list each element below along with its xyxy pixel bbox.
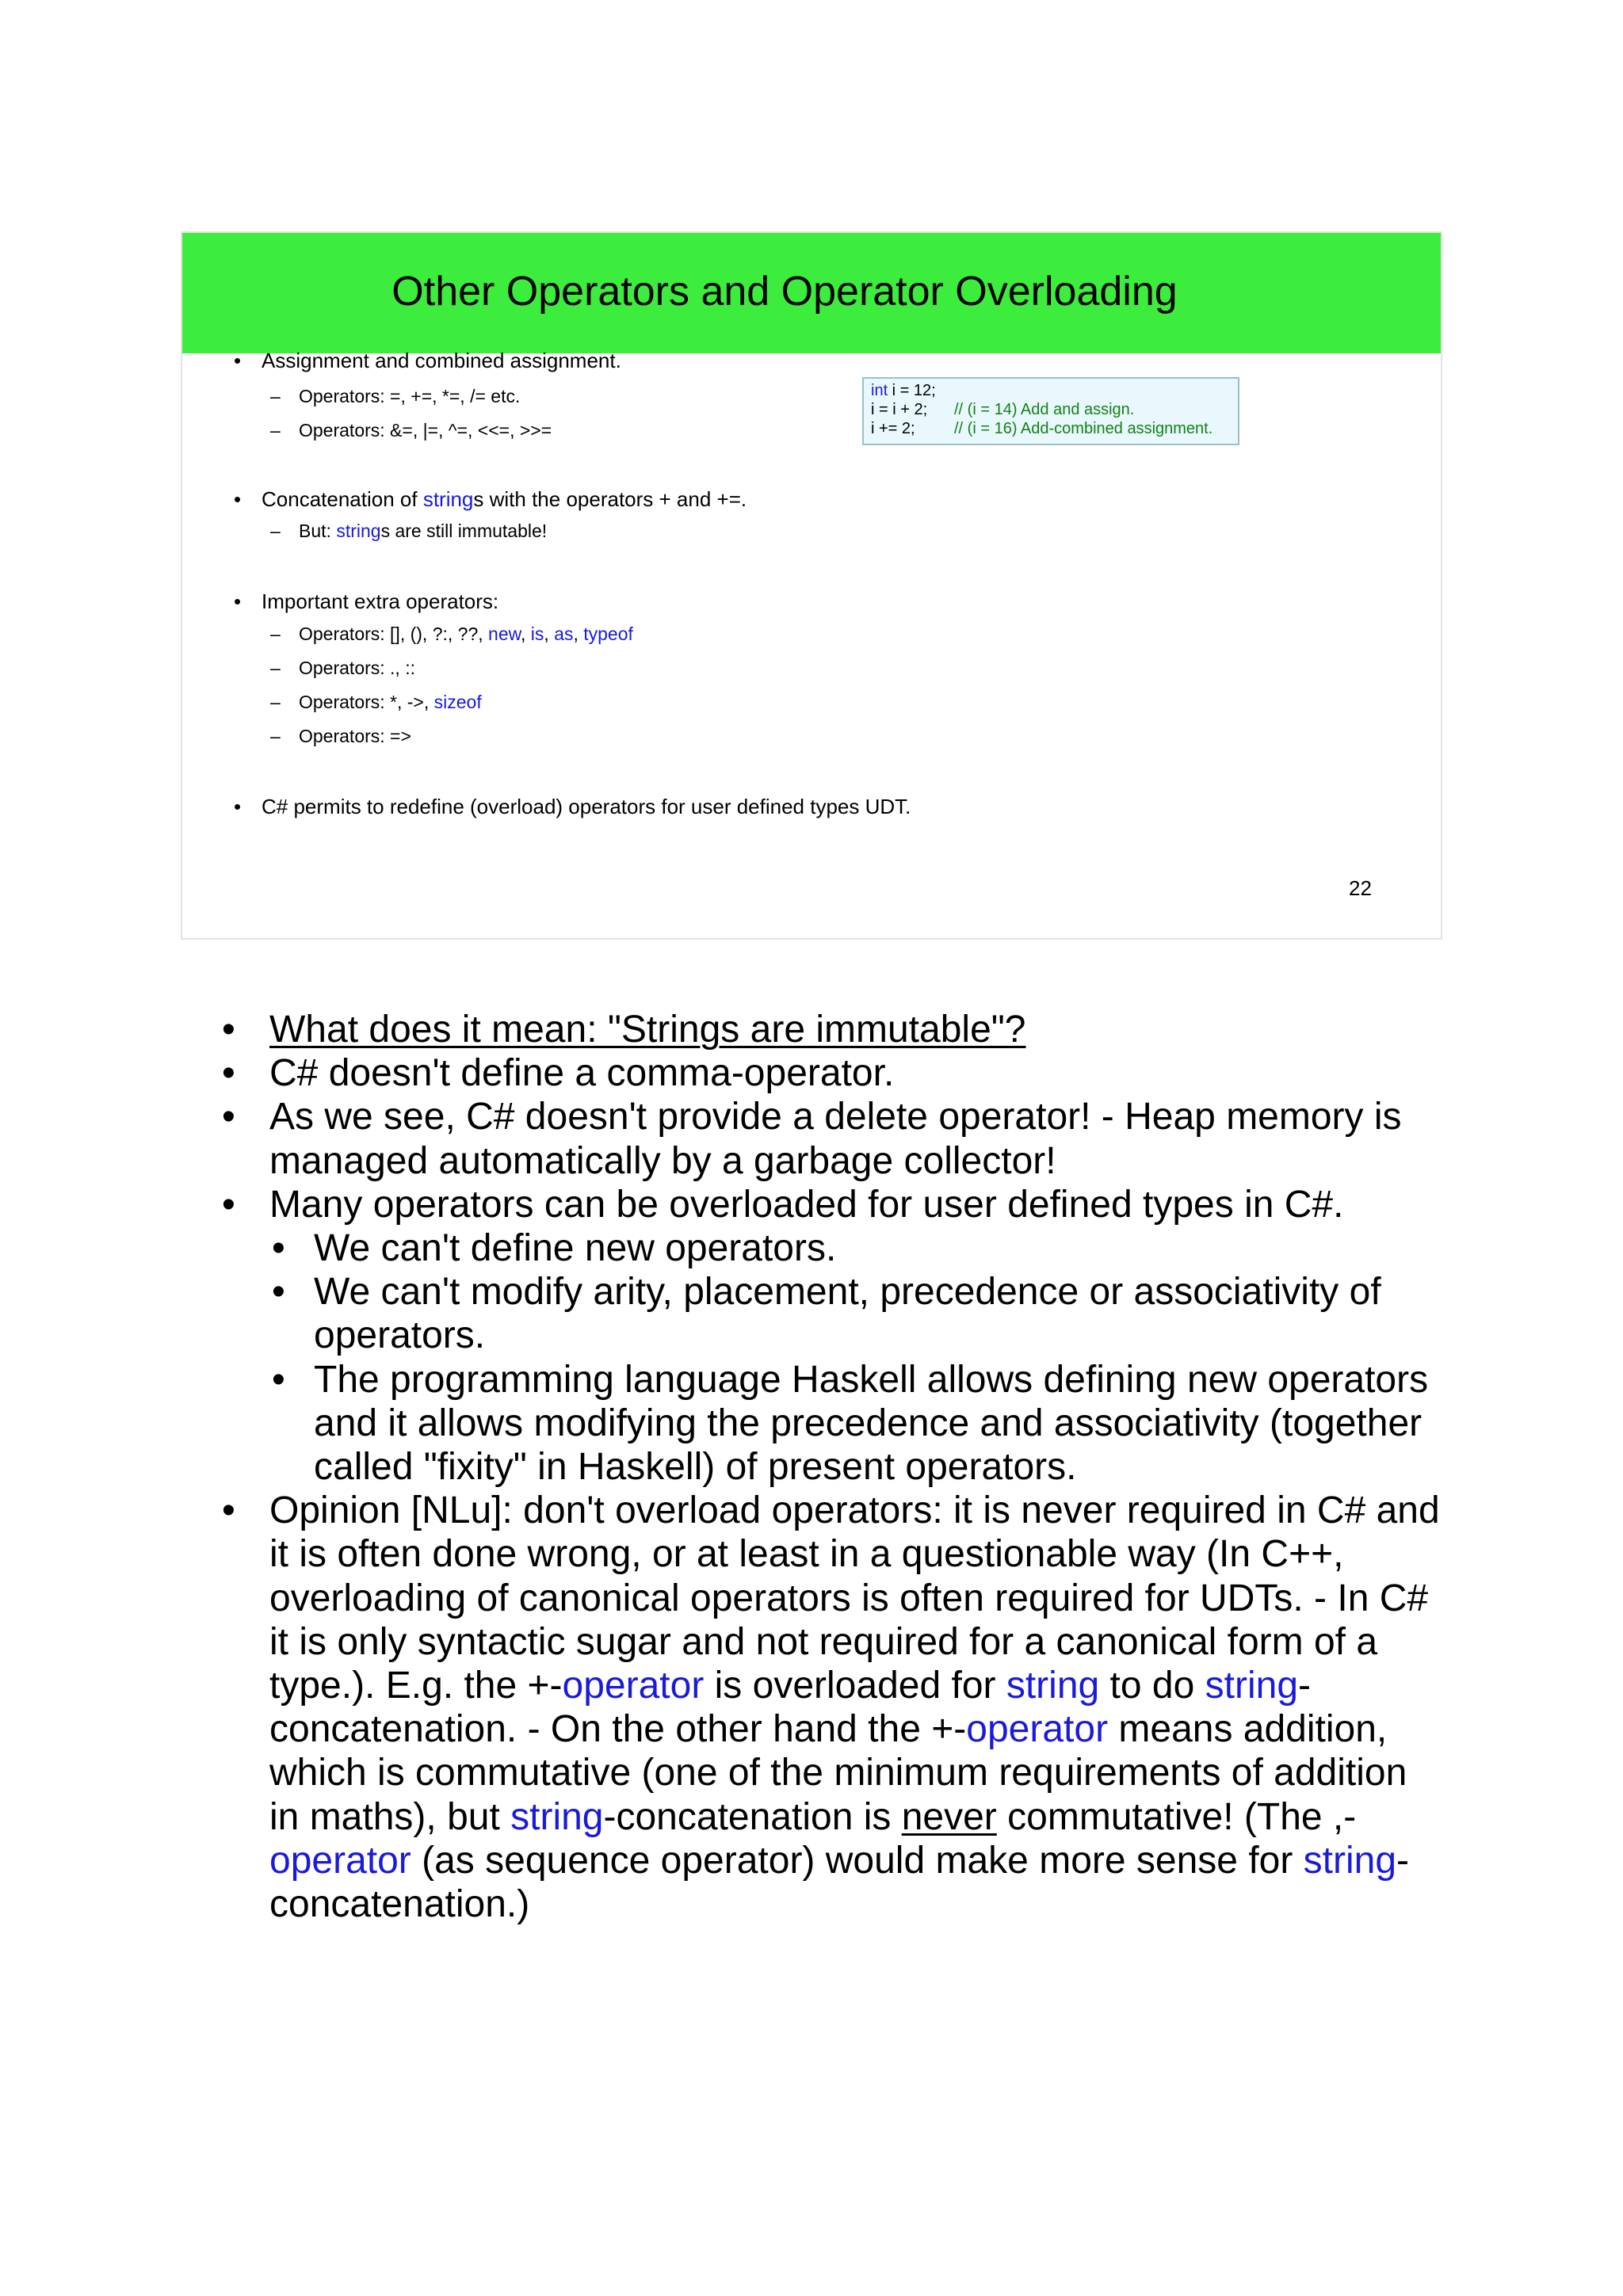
note-question: • What does it mean: "Strings are immutable"? [222, 1009, 1026, 1051]
bullet-dot: • [272, 1227, 285, 1270]
slide-page-number: 22 [1349, 876, 1372, 900]
keyword-string: string [336, 521, 381, 541]
dash: – [270, 624, 281, 644]
emphasis-never: never [901, 1795, 997, 1838]
dash: – [270, 521, 281, 541]
bullet-concatenation: • Concatenation of strings with the operators + and +=. [234, 487, 747, 511]
code-comment: // (i = 14) Add and assign. [954, 401, 1135, 418]
bullet-dot: • [222, 1052, 235, 1095]
sub-bullet-immutable: – But: strings are still immutable! [270, 521, 548, 541]
dash: – [270, 386, 281, 406]
dash: – [270, 692, 281, 712]
bullet-dot: • [234, 589, 242, 613]
bullet-overload: • C# permits to redefine (overload) operators for user defined types UDT. [234, 795, 911, 818]
slide [181, 231, 1442, 940]
note-opinion: • Opinion [NLu]: don't overload operators: it is never required in C# and it is often done wrong, or at least in a questionable way (In C++, overloading of canonical operators is often required for UDTs. - In C# it is only syntactic sugar and not required for a canonical form of a type.). E.g. the +-operator is overloaded for string to do string-concatenation. - On the other hand the +-operator means addition, which is commutative (one of the minimum requirements of addition in maths), but string-concatenation is never commutative! (The ,-operator (as sequence operator) would make more sense for string-concatenation.) [222, 1489, 1440, 1926]
keyword-string: string [1303, 1839, 1397, 1882]
keyword-sizeof: sizeof [433, 692, 482, 712]
keyword-operator: operator [562, 1665, 705, 1707]
bullet-dot: • [234, 487, 242, 511]
bullet-dot: • [222, 1009, 235, 1051]
note-overloading: • Many operators can be overloaded for user defined types in C#. [222, 1183, 1344, 1226]
code-comment: // (i = 16) Add-combined assignment. [954, 420, 1213, 437]
keyword-typeof: typeof [583, 624, 633, 644]
code-line-2: i = i + 2; // (i = 14) Add and assign. [871, 401, 1135, 418]
keyword-string: string [1006, 1665, 1100, 1707]
bullet-dot: • [272, 1358, 285, 1401]
dash: – [270, 420, 281, 441]
bullet-dot: • [234, 795, 242, 818]
sub-bullet-extra-ops-2: – Operators: ., :: [270, 658, 415, 678]
dash: – [270, 726, 281, 746]
slide-title: Other Operators and Operator Overloading [391, 269, 1178, 315]
bullet-dot: • [222, 1489, 235, 1532]
dash: – [270, 658, 281, 678]
note-sub-arity: • We can't modify arity, placement, precedence or associativity of operators. [272, 1271, 1381, 1357]
slide-header [182, 233, 1441, 353]
sub-bullet-extra-ops-1: – Operators: [], (), ?:, ??, new, is, as, typeof [270, 624, 633, 644]
bullet-dot: • [272, 1271, 285, 1314]
sub-bullet-extra-ops-4: – Operators: => [270, 726, 411, 746]
note-comma-operator: • C# doesn't define a comma-operator. [222, 1052, 895, 1095]
code-snippet [862, 377, 1239, 445]
bullet-dot: • [234, 349, 242, 372]
keyword-int: int [871, 382, 888, 399]
bullet-dot: • [222, 1096, 235, 1138]
notes [222, 1008, 1442, 1926]
keyword-string: string [510, 1795, 604, 1838]
keyword-is: is [530, 624, 544, 644]
keyword-as: as [554, 624, 574, 644]
bullet-assignment: • Assignment and combined assignment. [234, 349, 621, 372]
keyword-operator: operator [269, 1839, 411, 1882]
sub-bullet-assignment-ops-1: – Operators: =, +=, *=, /= etc. [270, 386, 521, 406]
keyword-string: string [422, 487, 474, 511]
note-sub-haskell: • The programming language Haskell allows defining new operators and it allows modifying the precedence and associativity (together called "fixity" in Haskell) of present operators. [272, 1358, 1429, 1489]
code-line-1: int i = 12; [871, 382, 936, 399]
sub-bullet-assignment-ops-2: – Operators: &=, |=, ^=, <<=, >>= [270, 420, 552, 441]
sub-bullet-extra-ops-3: – Operators: *, ->, sizeof [270, 692, 482, 712]
keyword-string: string [1205, 1665, 1299, 1707]
bullet-extra-operators: • Important extra operators: [234, 589, 499, 613]
note-sub-new-operators: • We can't define new operators. [272, 1227, 837, 1270]
keyword-new: new [488, 624, 521, 644]
keyword-operator: operator [966, 1708, 1109, 1751]
note-delete-operator: • As we see, C# doesn't provide a delete operator! - Heap memory is managed automatically by a garbage collector! [222, 1096, 1402, 1182]
bullet-dot: • [222, 1183, 235, 1226]
code-line-3: i += 2; // (i = 16) Add-combined assignment. [871, 420, 1213, 437]
